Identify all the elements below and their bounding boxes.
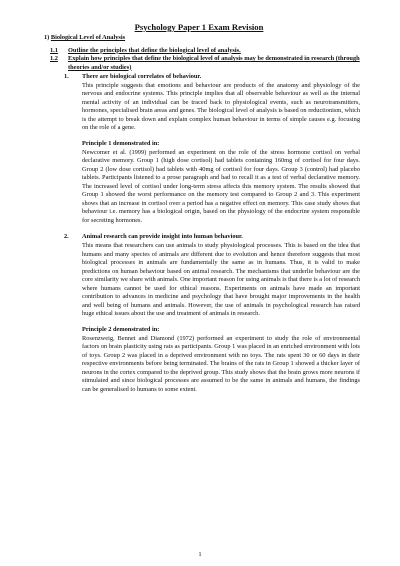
principle-number: 2. xyxy=(64,233,69,241)
principle-2-demo-body: Rosenzweig, Bennet and Diamond (1972) performed an experiment to study the role of environmental factors on brain plasticity using rats as participants. Group 1 was placed in an enriched environment with lots of toys. Group 2 was placed in a deprived environment with no toys. The rats spent 30 or 60 days in their respective environments before being terminated. The brains of the rats in Group 1 showed a thicker layer of neurons in the cortex compared to the deprived group. This study shows that the brain grows more neurons if stimulated and since biological processes are assumed to be the same in animals and humans, the findings can be generalised to humans to some extent. xyxy=(82,334,360,393)
principle-1-body: This principle suggests that emotions and behaviour are products of the anatomy and physiology of the nervous and endocrine systems. This principle implies that all observable behaviour as well as the internal mental activity of an individual can be traced back to physiological events, such as neurotransmitters, hormones, specialised brain areas and genes. The biological level of analysis is based on reductionism, which is the attempt to break down and explain complex human behaviour in terms of simple causes e.g. focusing on the role of a gene. xyxy=(82,81,360,132)
subsection-list xyxy=(50,47,360,73)
principle-heading-text: Animal research can provide insight into human behaviour. xyxy=(82,233,243,241)
page-number: 1 xyxy=(198,551,202,558)
principle-2-demo-heading: Principle 2 demonstrated in: xyxy=(82,325,160,333)
principle-number: 1. xyxy=(64,73,69,81)
subsection-number: 1.1 xyxy=(50,46,58,54)
section-number: 1) xyxy=(44,34,50,41)
principle-heading-text: There are biological correlates of behaviour. xyxy=(82,73,202,81)
subsection-1-1 xyxy=(50,47,360,56)
subsection-text: Explain how principles that define the biological level of analysis may be demonstrated in research (through theories and/or studies) xyxy=(68,55,360,71)
principle-1-demo-heading: Principle 1 demonstrated in: xyxy=(82,140,160,148)
principle-2-body: This means that researchers can use animals to study physiological processes. This is based on the idea that humans and many species of animals are different due to evolution and hence therefore suggests that most biological processes in animals are fundamentally the same as in humans. Thus, it is valid to make predictions on human behaviour based on animal research. The mechanisms that underlie behaviour are the core similarity we share with animals. One important reason for using animals is that there is a lot of research where humans cannot be used for ethical reasons. Experiments on animals have made an important contribution to advances in medicine and psychology that have brought major improvements in the health and well being of humans and animals. However, the use of animals in psychological research has raised huge ethical issues about the use and treatment of animals in research. xyxy=(82,242,360,318)
page-title: Psychology Paper 1 Exam Revision xyxy=(134,22,264,32)
principle-2-heading xyxy=(64,233,360,242)
section-heading xyxy=(44,34,360,43)
principle-1-heading xyxy=(64,73,360,82)
subsection-number: 1.2 xyxy=(50,55,58,63)
subsection-text: Outline the principles that define the biological level of analysis. xyxy=(68,46,241,54)
subsection-1-2 xyxy=(50,55,360,72)
section-heading-text: Biological Level of Analysis xyxy=(50,34,126,41)
principle-1-demo-body: Newcomer et al. (1999) performed an experiment on the role of the stress hormone cortisol on verbal declarative memory. Group 1 (high dose cortisol) had tablets containing 160mg of cortisol for four days. Group 2 (low dose cortisol) had tablets with 40mg of cortisol for four days. Group 3 (control) had placebo tablets. Participants listened to a prose paragraph and had to recall it as a test of verbal declarative memory. The increased level of cortisol under long-term stress affects this memory system. The results showed that Group 1 showed the worst performance on the memory test compared to Group 2 and 3. This experiment shows that an increase in cortisol over a period has a negative effect on memory. This case study shows that behaviour i.e. memory has a biological origin, based on the physiology of the endocrine system responsible for secreting hormones. xyxy=(82,148,360,224)
